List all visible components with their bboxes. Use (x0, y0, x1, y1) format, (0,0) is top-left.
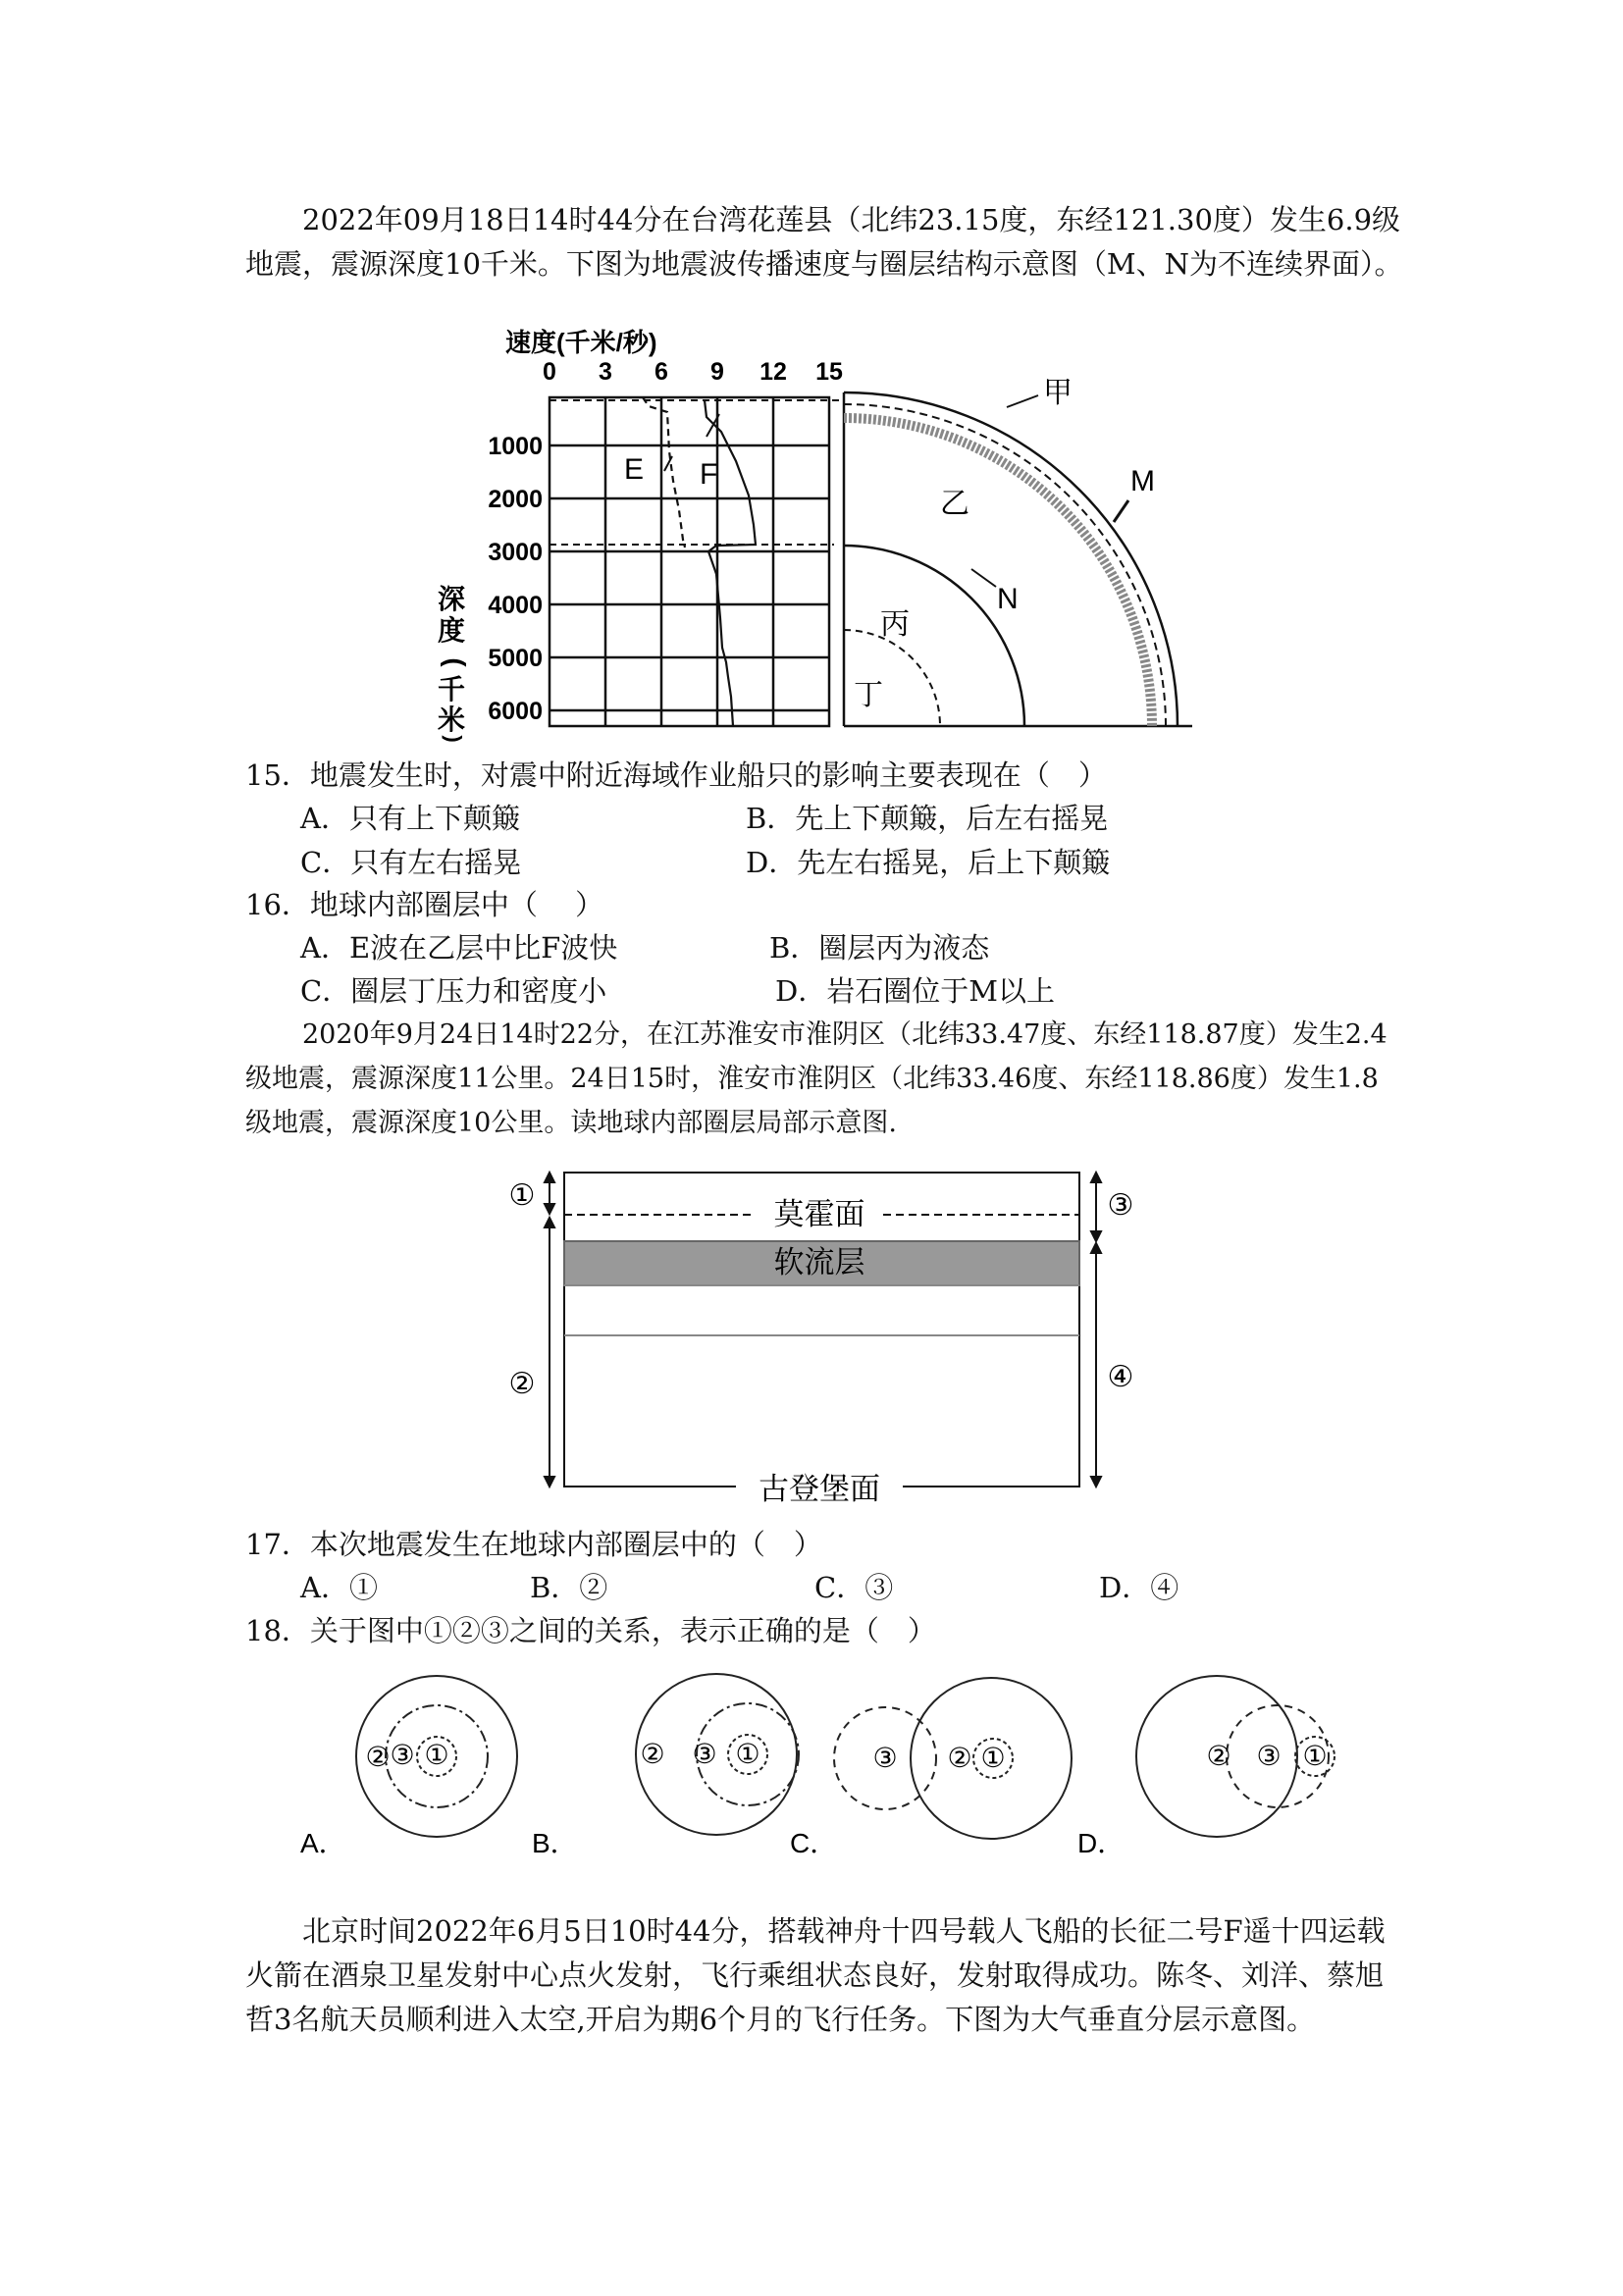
circle-relationship-options (285, 1668, 1393, 1864)
depth-label-4: 千 (437, 674, 466, 704)
speed-depth-grid (550, 397, 829, 726)
moho-label: 莫霍面 (773, 1197, 865, 1231)
marker-1-label: ① (508, 1179, 536, 1212)
e-wave-label: E (624, 453, 645, 486)
gutenberg-label: 古登堡面 (759, 1472, 880, 1506)
depth-tick-5000: 5000 (488, 645, 543, 672)
speed-tick-12: 12 (759, 358, 787, 386)
question-16-option-a[interactable]: A．E波在乙层中比F波快 (300, 931, 618, 965)
seismic-wave-figure (422, 324, 1207, 746)
speed-tick-3: 3 (599, 358, 612, 386)
marker-3-label: ③ (1107, 1189, 1134, 1222)
question-17-option-c[interactable]: C．③ (814, 1571, 894, 1604)
depth-label-3: ( (441, 657, 471, 667)
question-18-stem: 18．关于图中①②③之间的关系，表示正确的是（ ） (245, 1614, 936, 1647)
speed-tick-9: 9 (710, 358, 724, 386)
marker-4-label: ④ (1107, 1361, 1134, 1393)
question-16-option-d[interactable]: D．岩石圈位于M以上 (775, 974, 1055, 1008)
question-17-option-b[interactable]: B．② (530, 1571, 608, 1604)
speed-axis-label: 速度(千米/秒) (505, 328, 657, 357)
speed-tick-0: 0 (543, 358, 556, 386)
option-b-circle-2: ② (640, 1739, 665, 1769)
question-17-stem: 17．本次地震发生在地球内部圈层中的（ ） (245, 1528, 822, 1561)
option-b-circle-3: ③ (692, 1739, 717, 1769)
e-wave-curve (643, 397, 685, 548)
speed-tick-15: 15 (815, 358, 843, 386)
depth-tick-1000: 1000 (488, 433, 543, 460)
boundary-m-label: M (1130, 465, 1155, 497)
depth-tick-6000: 6000 (488, 698, 543, 725)
question-16-stem: 16．地球内部圈层中（ ） (245, 888, 604, 921)
question-16-option-b[interactable]: B．圈层丙为液态 (769, 931, 990, 965)
layer-yi-label: 乙 (940, 488, 969, 520)
intro-paragraph-3: 北京时间2022年6月5日10时44分，搭载神舟十四号载人飞船的长征二号F遥十四运载火箭在酒泉卫星发射中心点火发射，飞行乘组状态良好，发射取得成功。陈冬、刘洋、蔡旭哲3名航天员顺利进入太空,开启为期6个月的飞行任务。下图为大气垂直分层示意图。 (245, 1914, 1386, 2036)
depth-label-2: 度 (437, 615, 466, 646)
layer-bing-label: 丙 (880, 608, 910, 641)
depth-tick-3000: 3000 (488, 539, 543, 566)
option-d-circle-1: ① (1302, 1741, 1328, 1771)
f-wave-label: F (700, 458, 718, 491)
speed-tick-6: 6 (654, 358, 668, 386)
option-a-label[interactable]: A． (300, 1828, 346, 1858)
option-c-label[interactable]: C． (790, 1828, 838, 1858)
intro-paragraph-1: 2022年09月18日14时44分在台湾花莲县（北纬23.15度，东经121.30度）发生6.9级地震，震源深度10千米。下图为地震波传播速度与圈层结构示意图（M、N为不连续界面）。 (245, 203, 1403, 281)
depth-label-5: 米 (437, 704, 466, 735)
f-wave-curve (705, 400, 756, 726)
question-17-option-d[interactable]: D．④ (1099, 1571, 1179, 1604)
layer-jia-label: 甲 (1043, 377, 1073, 409)
depth-tick-4000: 4000 (488, 592, 543, 619)
depth-tick-2000: 2000 (488, 486, 543, 513)
option-c-circle-3: ③ (872, 1743, 898, 1773)
option-c-circle-1: ① (980, 1743, 1006, 1773)
option-b-circle-1: ① (735, 1739, 760, 1769)
question-15-option-d[interactable]: D．先左右摇晃，后上下颠簸 (746, 846, 1111, 879)
option-a-circle-1: ① (424, 1740, 449, 1770)
question-15-stem: 15．地震发生时，对震中附近海域作业船只的影响主要表现在（ ） (245, 758, 1107, 792)
option-a-circle-3: ③ (390, 1740, 415, 1770)
option-c-circle-2: ② (947, 1743, 972, 1773)
question-15-option-a[interactable]: A．只有上下颠簸 (300, 802, 520, 835)
option-d-circle-3: ③ (1256, 1741, 1282, 1771)
depth-label-1: 深 (437, 584, 466, 614)
option-d-label[interactable]: D． (1077, 1828, 1126, 1858)
layer-ding-label: 丁 (854, 679, 883, 711)
question-15-option-b[interactable]: B．先上下颠簸，后左右摇晃 (746, 802, 1109, 835)
depth-label-6: ) (442, 735, 466, 743)
earth-interior-section-figure (500, 1163, 1148, 1506)
option-b-label[interactable]: B． (532, 1828, 578, 1858)
option-a-circle-2: ② (365, 1742, 391, 1772)
option-d-circle-2: ② (1206, 1741, 1231, 1771)
question-15-option-c[interactable]: C．只有左右摇晃 (300, 846, 522, 879)
intro-paragraph-2: 2020年9月24日14时22分，在江苏淮安市淮阴区（北纬33.47度、东经118.87度）发生2.4级地震，震源深度11公里。24日15时，淮安市淮阴区（北纬33.46度、东经118.86度）发生1.8级地震，震源深度10公里。读地球内部圈层局部示意图. (245, 1019, 1387, 1138)
question-16-option-c[interactable]: C．圈层丁压力和密度小 (300, 974, 607, 1008)
marker-2-label: ② (508, 1368, 536, 1400)
question-17-option-a[interactable]: A．① (300, 1571, 378, 1604)
asthenosphere-label: 软流层 (773, 1245, 865, 1279)
earth-layer-diagram (844, 392, 1192, 726)
boundary-n-label: N (997, 583, 1019, 615)
